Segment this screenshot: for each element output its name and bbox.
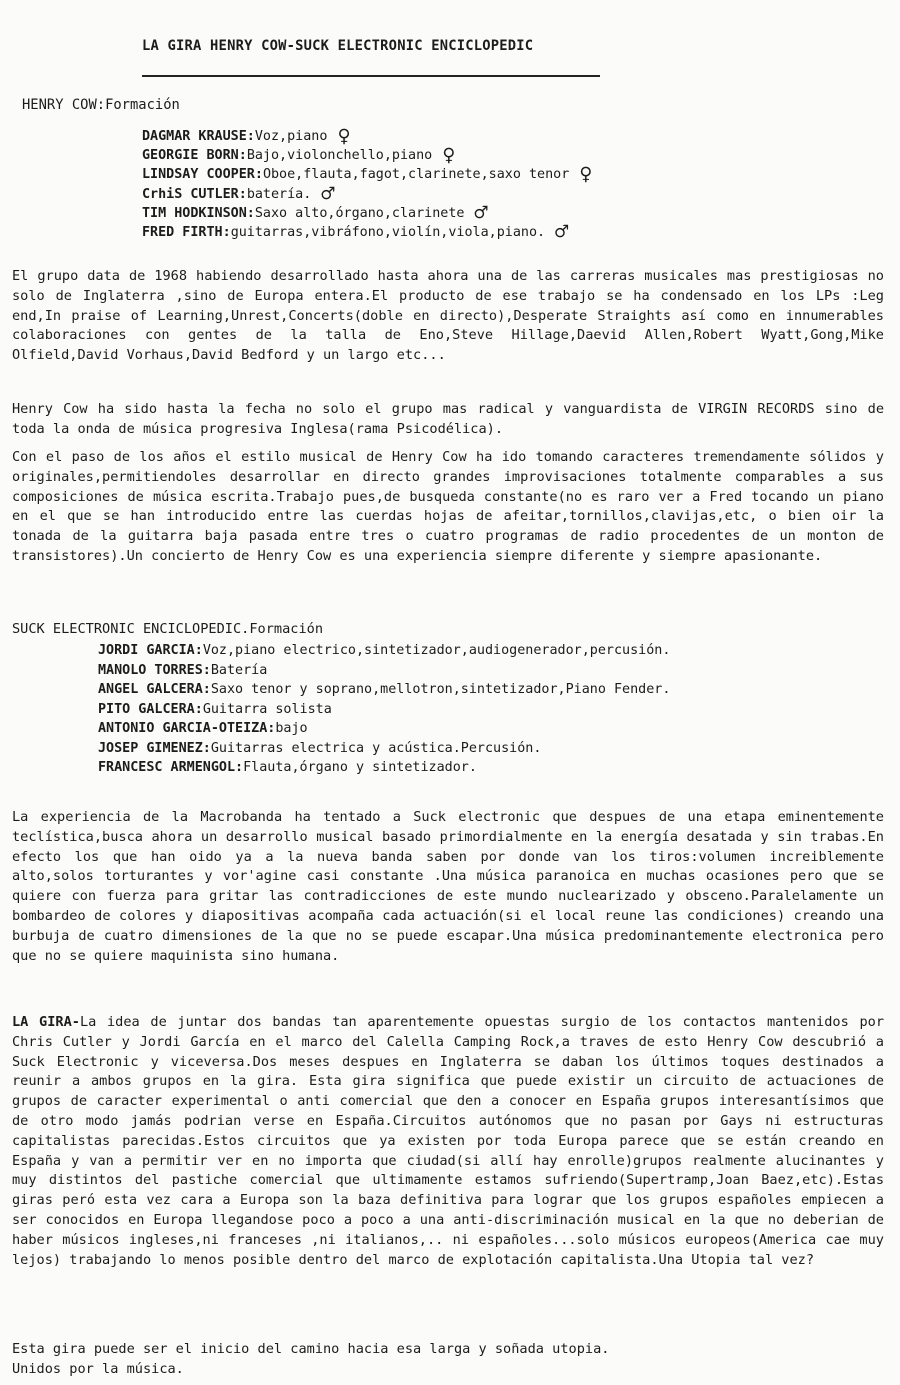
member-role: Voz,piano [254,129,328,144]
member-name: JORDI GARCIA: [98,643,203,658]
member-name: FRANCESC ARMENGOL: [98,760,244,775]
member-role: Flauta,órgano y sintetizador. [243,760,477,775]
member-role: Voz,piano electrico,sintetizador,audiogenerador,percusión. [202,643,671,658]
member-role: Saxo alto,órgano,clarinete [254,205,465,221]
suck-heading: SUCK ELECTRONIC ENCICLOPEDIC.Formación [12,621,323,637]
lineup-row [142,219,593,245]
member-name: FRED FIRTH: [142,224,231,240]
paragraph-history: El grupo data de 1968 habiendo desarrollado hasta ahora una de las carreras musicales mas prestigiosas no solo de Inglaterra ,sino de Europa entera.El producto de ese trabajo se ha condensado en los LPs :Leg end,In praise of Learning,Unrest,Concerts(doble en directo),Desperate Straights así como en innumerables colaboraciones con gentes de la talla de Eno,Steve Hillage,Daevid Allen,Robert Wyatt,Gong,Mike Olfield,David Vorhaus,David Bedford y un largo etc... [12,268,884,364]
female-symbol-icon: ♀ [442,143,456,169]
member-name: ANGEL GALCERA: [98,682,211,697]
title-underline [142,75,600,77]
lineup-row [98,758,670,778]
member-name: PITO GALCERA: [98,701,203,717]
member-role: Saxo tenor y soprano,mellotron,sintetizador,Piano Fender. [210,682,671,697]
paragraph-style: Con el paso de los años el estilo musical de Henry Cow ha ido tomando caracteres tremendamente sólidos y originales,permitiendoles desarrollar en directo grandes improvisaciones totalmente comparables a sus composiciones de música escrita.Trabajo pues,de busqueda constante(no es raro ver a Fred tocando un piano en el que se han introducido entre las cuerdas hojas de afeitar,tornillos,clavijas,etc, o bien oir la tonada de la guitarra baja pasada entre tres o cuatro programas de radio procedentes de un monton de transistores).Un concierto de Henry Cow es una experiencia siempre diferente y siempre apasionante. [12,449,884,564]
member-name: TIM HODKINSON: [142,205,255,221]
paragraph-virgin-records: Henry Cow ha sido hasta la fecha no solo el grupo mas radical y vanguardista de VIRGIN RECORDS sino de toda la onda de música progresiva Inglesa(rama Psicodélica). [12,401,884,437]
male-symbol-icon: ♂ [555,219,569,245]
member-name: CrhiS CUTLER: [142,186,247,202]
document-title: LA GIRA HENRY COW-SUCK ELECTRONIC ENCICLOPEDIC [142,38,534,54]
lineup-row [142,200,593,226]
member-name: JOSEP GIMENEZ: [98,740,211,756]
lineup-row [142,162,593,188]
paragraph-macrobanda: La experiencia de la Macrobanda ha tentado a Suck electronic que despues de una etapa eminentemente teclística,busca ahora un desarrollo musical basado primordialmente en la energía desatada y sin trabas.En efecto los que han oido ya a la nueva banda saben por donde van los tiros:volumen increiblemente alto,solos torturantes y vor'agine casi constante .Una música paranoica en muchas ocasiones pero que se quiere con fuerza para gritar las contradicciones de este mundo nuclearizado y obsceno.Paralelamente un bombardeo de colores y diapositivas acompaña cada actuación(si el local reune las condiciones) creando una burbuja de cuatro dimensiones de la que no se puede escapar.Una música predominantemente electronica pero que no se quiere maquinista sino humana. [12,809,884,964]
lineup-row [98,719,670,739]
la-gira-lead: LA GIRA- [12,1014,80,1030]
male-symbol-icon: ♂ [474,200,488,226]
member-role: batería. [246,186,312,202]
paragraph-closing [12,1340,772,1380]
lineup-row [98,700,670,720]
male-symbol-icon: ♂ [321,181,335,207]
member-name: LINDSAY COOPER: [142,167,263,183]
paragraph-la-gira [12,1013,884,1270]
lineup-row [98,739,670,759]
lineup-row [98,680,670,700]
lineup-row [142,181,593,207]
member-role: bajo [275,721,308,736]
closing-line-2: Unidos por la música. [12,1360,184,1377]
lineup-row [142,124,593,149]
female-symbol-icon: ♀ [579,162,593,188]
closing-line-1: Esta gira puede ser el inicio del camino hacia esa larga y soñada utopia. [12,1341,610,1357]
lineup-row [142,143,593,169]
female-symbol-icon: ♀ [337,124,351,149]
member-role: Oboe,flauta,fagot,clarinete,saxo tenor [262,167,570,183]
member-role: guitarras,vibráfono,violín,viola,piano. [230,224,546,240]
henry-cow-lineup [142,124,593,245]
la-gira-body: La idea de juntar dos bandas tan aparentemente opuestas surgio de los contactos mantenidos por Chris Cutler y Jordi García en el marco del Calella Camping Rock,a traves de esto Henry Cow descubrió a Suck Electronic y viceversa.Dos meses despues en Inglaterra se daban los últimos toques destinados a reunir a ambos grupos en la gira. Esta gira significa que puede existir un circuito de actuaciones de grupos de caracter experimental o anti comercial que den a conocer en España grupos interesantísimos que de otro modo jamás podrian verse en España.Circuitos autónomos que no pasan por Gays ni estructuras capitalistas parecidas.Estos circuitos que ya existen por toda Europa parece que se están creando en España y van a permitir ver en no importa que ciudad(si allí hay enrolle)grupos realmente alucinantes y muy distintos del pastiche comercial que ultimamente estamos sufriendo(Supertramp,Joan Baez,etc).Estas giras peró esta vez cara a Europa son la baza definitiva para lograr que los grupos españoles empiecen a ser conocidos en Europa llegandose poco a poco a una anti-discriminación musical en la que no deberian de haber músicos ingleses,ni franceses ,ni italianos,.. ni españoles...solo músicos europeos(America cae muy lejos) trabajando lo menos posible dentro del marco de explotación capitalista.Una Utopia tal vez? [12,1014,884,1268]
member-role: Batería [210,662,268,678]
member-role: Guitarras electrica y acústica.Percusión. [210,740,542,756]
member-name: GEORGIE BORN: [142,148,247,164]
henry-cow-heading: HENRY COW:Formación [22,97,180,113]
member-name: DAGMAR KRAUSE: [142,129,255,144]
member-role: Bajo,violonchello,piano [246,148,433,164]
member-name: ANTONIO GARCIA-OTEIZA: [98,721,276,736]
lineup-row [98,641,670,661]
member-name: MANOLO TORRES: [98,662,211,678]
member-role: Guitarra solista [202,701,332,717]
lineup-row [98,661,670,681]
suck-lineup [98,641,670,778]
